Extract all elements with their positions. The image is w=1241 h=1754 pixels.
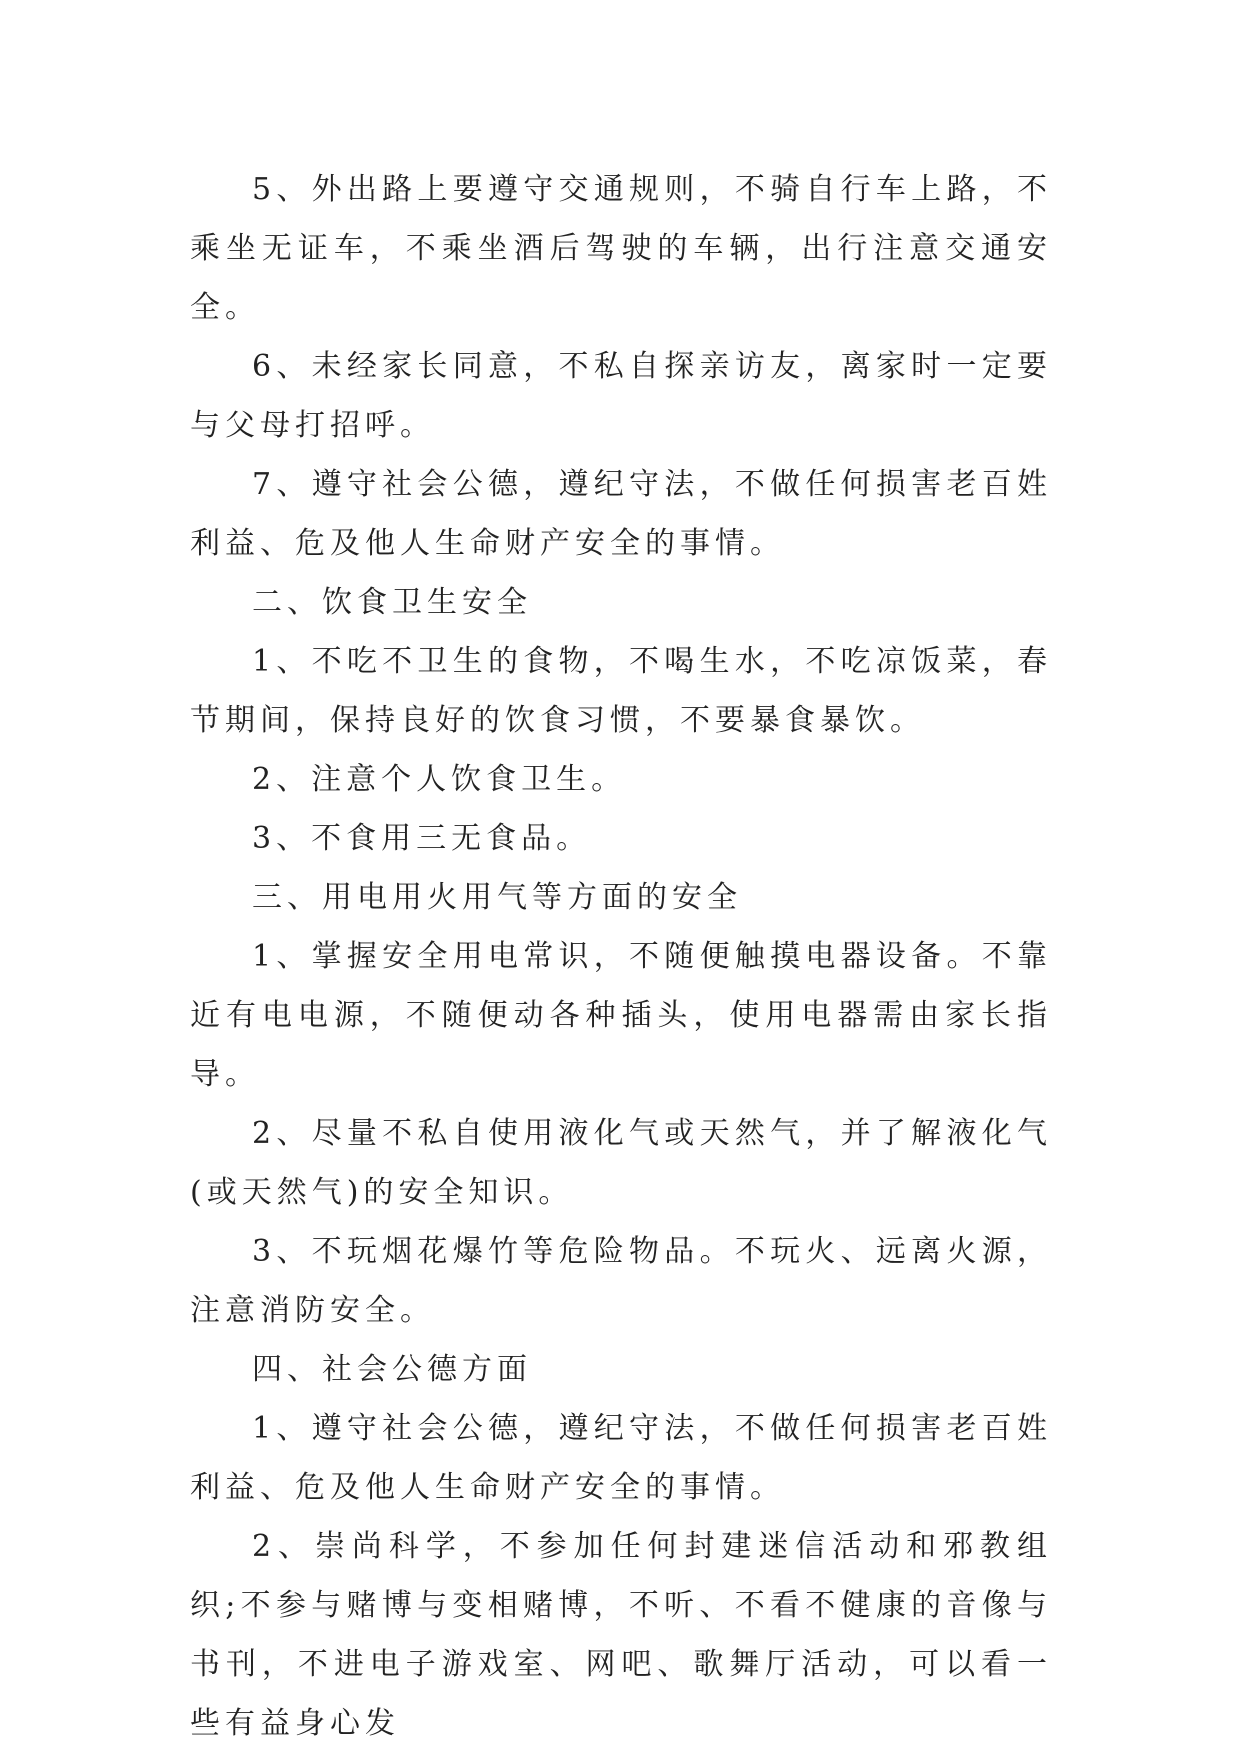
paragraph-food-2: 2、注意个人饮食卫生。 xyxy=(252,762,627,797)
paragraph-morality-1: 1、遵守社会公德，遵纪守法，不做任何损害老百姓利益、危及他人生命财产安全的事情。 xyxy=(190,1411,1052,1505)
section-heading-electric-fire-gas: 三、用电用火用气等方面的安全 xyxy=(252,880,742,915)
paragraph-item-6: 6、未经家长同意，不私自探亲访友，离家时一定要与父母打招呼。 xyxy=(190,349,1052,443)
paragraph-electric-2: 2、尽量不私自使用液化气或天然气，并了解液化气(或天然气)的安全知识。 xyxy=(190,1116,1052,1210)
section-heading-food-safety: 二、饮食卫生安全 xyxy=(252,585,532,620)
paragraph-electric-3: 3、不玩烟花爆竹等危险物品。不玩火、远离火源，注意消防安全。 xyxy=(190,1234,1052,1328)
paragraph-morality-2: 2、崇尚科学，不参加任何封建迷信活动和邪教组织;不参与赌博与变相赌博，不听、不看不健康的音像与书刊，不进电子游戏室、网吧、歌舞厅活动，可以看一些有益身心发 xyxy=(190,1529,1052,1741)
document-body xyxy=(190,160,1052,1753)
paragraph-food-3: 3、不食用三无食品。 xyxy=(252,821,592,856)
paragraph-electric-1: 1、掌握安全用电常识，不随便触摸电器设备。不靠近有电电源，不随便动各种插头，使用电器需由家长指导。 xyxy=(190,939,1052,1092)
paragraph-food-1: 1、不吃不卫生的食物，不喝生水，不吃凉饭菜，春节期间，保持良好的饮食习惯，不要暴食暴饮。 xyxy=(190,644,1052,738)
section-heading-public-morality: 四、社会公德方面 xyxy=(252,1352,532,1387)
paragraph-item-7: 7、遵守社会公德，遵纪守法，不做任何损害老百姓利益、危及他人生命财产安全的事情。 xyxy=(190,467,1052,561)
paragraph-item-5: 5、外出路上要遵守交通规则，不骑自行车上路，不乘坐无证车，不乘坐酒后驾驶的车辆，出行注意交通安全。 xyxy=(190,172,1052,325)
